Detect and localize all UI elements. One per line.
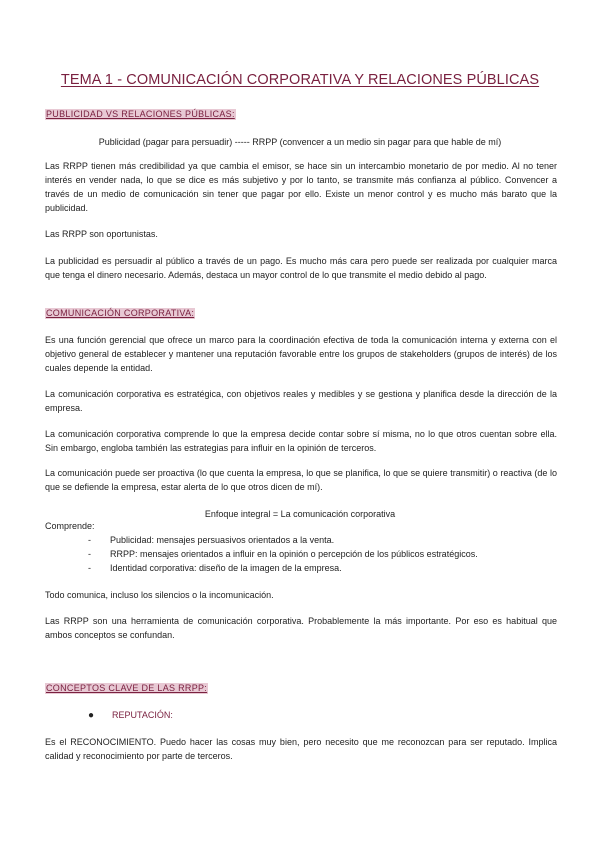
- section-heading-publicidad-vs-rrpp: PUBLICIDAD VS RELACIONES PÚBLICAS:: [46, 109, 235, 119]
- comparison-line: Publicidad (pagar para persuadir) ----- RRPP (convencer a un medio sin pagar para que hable de mí): [98, 137, 502, 147]
- list-dash: -: [88, 535, 91, 545]
- bullet-dot-icon: ●: [88, 710, 95, 721]
- list-item-text: Publicidad: mensajes persuasivos orientados a la venta.: [110, 535, 335, 545]
- list-item: [88, 562, 342, 574]
- section-heading-conceptos-clave: CONCEPTOS CLAVE DE LAS RRPP:: [46, 683, 208, 693]
- list-item-text: RRPP: mensajes orientados a influir en la opinión o percepción de los públicos estratégicos.: [110, 549, 478, 559]
- paragraph-todo-comunica: Todo comunica, incluso los silencios o la incomunicación.: [45, 590, 274, 600]
- enfoque-integral-line: Enfoque integral = La comunicación corporativa: [204, 509, 396, 519]
- list-dash: -: [88, 563, 91, 573]
- paragraph-rrpp-oportunistas: Las RRPP son oportunistas.: [45, 229, 158, 239]
- list-item: [88, 534, 334, 546]
- paragraph-reconocimiento: Es el RECONOCIMIENTO. Puedo hacer las cosas muy bien, pero necesito que me reconozcan para ser reputado. Implica calidad y reconocimiento por parte de terceros.: [45, 737, 557, 761]
- document-title: TEMA 1 - COMUNICACIÓN CORPORATIVA Y RELACIONES PÚBLICAS: [60, 72, 540, 88]
- comprende-label: Comprende:: [45, 521, 95, 531]
- bullet-reputacion-label: REPUTACIÓN:: [112, 710, 173, 720]
- section-heading-comunicacion-corporativa: COMUNICACIÓN CORPORATIVA:: [46, 308, 195, 318]
- paragraph-funcion-gerencial: Es una función gerencial que ofrece un marco para la coordinación efectiva de toda la comunicación interna y externa con el objetivo general de establecer y mantener una reputación favorable entre los grupos de stakeholders (grupos de interés) de los cuales depende la entidad.: [45, 335, 557, 373]
- paragraph-proactiva-reactiva: La comunicación puede ser proactiva (lo que cuenta la empresa, lo que se planifica, lo que se quiere transmitir) o reactiva (de lo que se defiende la empresa, estar alerta de lo que otros dicen de mí).: [45, 468, 557, 492]
- bullet-reputacion: [88, 709, 173, 722]
- paragraph-publicidad: La publicidad es persuadir al público a través de un pago. Es mucho más cara pero puede ser realizada por cualquier marca que tenga el dinero necesario. Además, destaca un mayor control de lo que transmite el medio debido al pago.: [45, 256, 557, 280]
- list-item: [88, 548, 478, 560]
- paragraph-rrpp-herramienta: Las RRPP son una herramienta de comunicación corporativa. Probablemente la más importante. Por eso es habitual que ambos conceptos se confundan.: [45, 616, 557, 640]
- list-item-text: Identidad corporativa: diseño de la imagen de la empresa.: [110, 563, 342, 573]
- paragraph-estrategica: La comunicación corporativa es estratégica, con objetivos reales y medibles y se gestiona y planifica desde la dirección de la empresa.: [45, 389, 557, 413]
- paragraph-rrpp-credibilidad: Las RRPP tienen más credibilidad ya que cambia el emisor, se hace sin un intercambio monetario de por medio. Al no tener interés en vender nada, lo que se dice es más subjetivo y por lo tanto, se transmite más confianza al público. Convencer a través de un medio de comunicación sin tener que pagar por ello. Existe un menor control y es mucho más barato que la publicidad.: [45, 161, 557, 213]
- paragraph-comprende-empresa: La comunicación corporativa comprende lo que la empresa decide contar sobre sí misma, no lo que otros cuentan sobre ella. Sin embargo, engloba también las estrategias para influir en la opinión de terceros.: [45, 429, 557, 453]
- list-dash: -: [88, 549, 91, 559]
